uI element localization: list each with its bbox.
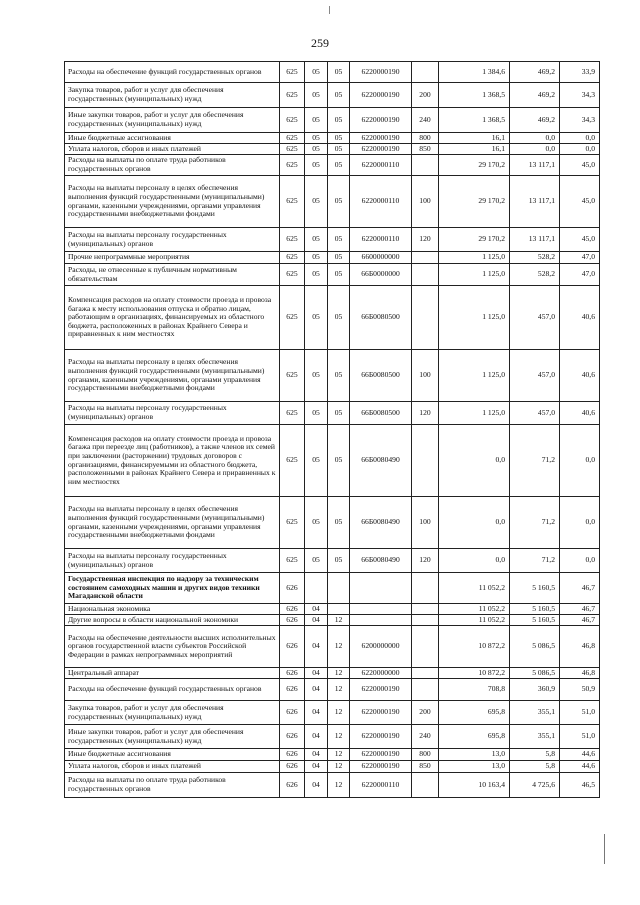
table-row xyxy=(65,549,600,573)
target-article-cell xyxy=(350,615,412,626)
table-row xyxy=(65,773,600,798)
plan-amount-cell: 1 125,0 xyxy=(439,264,510,286)
execution-percent-cell: 40,6 xyxy=(560,350,600,402)
row-name-cell: Другие вопросы в области национальной экономики xyxy=(65,615,280,626)
executed-amount-cell: 469,2 xyxy=(510,108,560,133)
executed-amount-cell: 13 117,1 xyxy=(510,176,560,228)
execution-percent-cell: 46,7 xyxy=(560,573,600,604)
expense-type-cell: 800 xyxy=(412,133,439,144)
table-row xyxy=(65,626,600,668)
section-code-cell: 05 xyxy=(305,264,328,286)
table-row xyxy=(65,264,600,286)
expense-type-cell: 120 xyxy=(412,402,439,425)
plan-amount-cell: 10 872,2 xyxy=(439,668,510,679)
subsection-code-cell: 05 xyxy=(328,549,350,573)
table-row xyxy=(65,725,600,749)
subsection-code-cell xyxy=(328,573,350,604)
section-code-cell: 05 xyxy=(305,228,328,252)
expense-type-cell: 200 xyxy=(412,83,439,108)
section-code-cell: 04 xyxy=(305,773,328,798)
target-article-cell: 6220000190 xyxy=(350,133,412,144)
row-name-cell: Национальная экономика xyxy=(65,604,280,615)
admin-code-cell: 625 xyxy=(280,228,305,252)
target-article-cell: 66Б0080490 xyxy=(350,497,412,549)
table-row xyxy=(65,144,600,155)
admin-code-cell: 625 xyxy=(280,176,305,228)
executed-amount-cell: 13 117,1 xyxy=(510,155,560,176)
admin-code-cell: 626 xyxy=(280,773,305,798)
table-row xyxy=(65,604,600,615)
execution-percent-cell: 45,0 xyxy=(560,155,600,176)
section-code-cell: 05 xyxy=(305,497,328,549)
admin-code-cell: 625 xyxy=(280,549,305,573)
expense-type-cell xyxy=(412,62,439,83)
section-code-cell: 04 xyxy=(305,668,328,679)
target-article-cell xyxy=(350,573,412,604)
execution-percent-cell: 45,0 xyxy=(560,228,600,252)
plan-amount-cell: 16,1 xyxy=(439,144,510,155)
subsection-code-cell: 12 xyxy=(328,615,350,626)
expense-type-cell xyxy=(412,155,439,176)
section-code-cell: 04 xyxy=(305,725,328,749)
subsection-code-cell: 12 xyxy=(328,701,350,725)
expense-type-cell xyxy=(412,425,439,497)
target-article-cell: 66Б0080490 xyxy=(350,425,412,497)
admin-code-cell: 625 xyxy=(280,108,305,133)
target-article-cell: 6220000000 xyxy=(350,668,412,679)
target-article-cell: 66Б0080490 xyxy=(350,549,412,573)
execution-percent-cell: 50,9 xyxy=(560,679,600,701)
row-name-cell: Уплата налогов, сборов и иных платежей xyxy=(65,761,280,773)
row-name-cell: Уплата налогов, сборов и иных платежей xyxy=(65,144,280,155)
row-name-cell: Компенсация расходов на оплату стоимости проезда и провоза багажа к месту использования отпуска и обратно лицам, работающим в организациях, финансируемых из областного бюджета, расположенных в районах Крайнего Севера и приравненных к ним местностях xyxy=(65,286,280,350)
section-code-cell: 05 xyxy=(305,176,328,228)
execution-percent-cell: 47,0 xyxy=(560,252,600,264)
plan-amount-cell: 11 052,2 xyxy=(439,604,510,615)
table-row xyxy=(65,286,600,350)
subsection-code-cell: 05 xyxy=(328,176,350,228)
subsection-code-cell: 12 xyxy=(328,761,350,773)
section-code-cell: 04 xyxy=(305,701,328,725)
plan-amount-cell: 10 872,2 xyxy=(439,626,510,668)
row-name-cell: Расходы на выплаты персоналу в целях обеспечения выполнения функций государственными (муниципальными) органами, казенными учреждениями, органами управления государственными внебюджетными фондами xyxy=(65,350,280,402)
target-article-cell: 6220000110 xyxy=(350,176,412,228)
table-row xyxy=(65,679,600,701)
admin-code-cell: 625 xyxy=(280,133,305,144)
execution-percent-cell: 46,5 xyxy=(560,773,600,798)
plan-amount-cell: 695,8 xyxy=(439,701,510,725)
expense-type-cell: 100 xyxy=(412,350,439,402)
section-code-cell: 04 xyxy=(305,761,328,773)
subsection-code-cell: 12 xyxy=(328,773,350,798)
row-name-cell: Иные бюджетные ассигнования xyxy=(65,749,280,761)
target-article-cell: 6220000110 xyxy=(350,155,412,176)
executed-amount-cell: 469,2 xyxy=(510,83,560,108)
executed-amount-cell: 0,0 xyxy=(510,133,560,144)
section-code-cell: 04 xyxy=(305,679,328,701)
admin-code-cell: 625 xyxy=(280,252,305,264)
table-body xyxy=(65,62,600,798)
execution-percent-cell: 0,0 xyxy=(560,144,600,155)
executed-amount-cell: 457,0 xyxy=(510,286,560,350)
row-name-cell: Закупка товаров, работ и услуг для обеспечения государственных (муниципальных) нужд xyxy=(65,83,280,108)
execution-percent-cell: 47,0 xyxy=(560,264,600,286)
executed-amount-cell: 355,1 xyxy=(510,701,560,725)
execution-percent-cell: 44,6 xyxy=(560,749,600,761)
plan-amount-cell: 1 125,0 xyxy=(439,252,510,264)
executed-amount-cell: 71,2 xyxy=(510,497,560,549)
row-name-cell: Государственная инспекция по надзору за техническим состоянием самоходных машин и других видов техники Магаданской области xyxy=(65,573,280,604)
subsection-code-cell: 05 xyxy=(328,155,350,176)
admin-code-cell: 625 xyxy=(280,144,305,155)
target-article-cell: 6200000000 xyxy=(350,626,412,668)
plan-amount-cell: 11 052,2 xyxy=(439,573,510,604)
executed-amount-cell: 71,2 xyxy=(510,549,560,573)
plan-amount-cell: 0,0 xyxy=(439,549,510,573)
section-code-cell: 05 xyxy=(305,350,328,402)
executed-amount-cell: 5 160,5 xyxy=(510,573,560,604)
expense-type-cell: 800 xyxy=(412,749,439,761)
plan-amount-cell: 29 170,2 xyxy=(439,228,510,252)
expense-type-cell xyxy=(412,626,439,668)
admin-code-cell: 626 xyxy=(280,701,305,725)
expense-type-cell: 200 xyxy=(412,701,439,725)
subsection-code-cell: 12 xyxy=(328,749,350,761)
row-name-cell: Расходы на выплаты персоналу государственных (муниципальных) органов xyxy=(65,228,280,252)
execution-percent-cell: 33,9 xyxy=(560,62,600,83)
expense-type-cell: 120 xyxy=(412,228,439,252)
execution-percent-cell: 40,6 xyxy=(560,286,600,350)
admin-code-cell: 625 xyxy=(280,425,305,497)
section-code-cell: 05 xyxy=(305,402,328,425)
admin-code-cell: 626 xyxy=(280,668,305,679)
target-article-cell: 6220000190 xyxy=(350,144,412,155)
row-name-cell: Расходы на обеспечение функций государственных органов xyxy=(65,679,280,701)
row-name-cell: Расходы на выплаты по оплате труда работников государственных органов xyxy=(65,773,280,798)
subsection-code-cell: 05 xyxy=(328,252,350,264)
section-code-cell: 05 xyxy=(305,252,328,264)
row-name-cell: Иные закупки товаров, работ и услуг для обеспечения государственных (муниципальных) нужд xyxy=(65,725,280,749)
subsection-code-cell: 05 xyxy=(328,62,350,83)
executed-amount-cell: 5,8 xyxy=(510,749,560,761)
execution-percent-cell: 40,6 xyxy=(560,402,600,425)
target-article-cell: 6220000190 xyxy=(350,725,412,749)
plan-amount-cell: 1 125,0 xyxy=(439,402,510,425)
plan-amount-cell: 13,0 xyxy=(439,749,510,761)
subsection-code-cell: 05 xyxy=(328,108,350,133)
subsection-code-cell: 12 xyxy=(328,679,350,701)
execution-percent-cell: 0,0 xyxy=(560,133,600,144)
target-article-cell: 6220000190 xyxy=(350,83,412,108)
admin-code-cell: 626 xyxy=(280,749,305,761)
subsection-code-cell: 05 xyxy=(328,228,350,252)
target-article-cell: 6220000190 xyxy=(350,679,412,701)
target-article-cell: 6220000190 xyxy=(350,62,412,83)
plan-amount-cell: 29 170,2 xyxy=(439,155,510,176)
executed-amount-cell: 528,2 xyxy=(510,252,560,264)
execution-percent-cell: 51,0 xyxy=(560,701,600,725)
plan-amount-cell: 16,1 xyxy=(439,133,510,144)
admin-code-cell: 626 xyxy=(280,761,305,773)
margin-line xyxy=(604,834,605,864)
table-row xyxy=(65,252,600,264)
subsection-code-cell: 12 xyxy=(328,626,350,668)
executed-amount-cell: 13 117,1 xyxy=(510,228,560,252)
section-code-cell xyxy=(305,573,328,604)
table-row xyxy=(65,83,600,108)
plan-amount-cell: 10 163,4 xyxy=(439,773,510,798)
section-code-cell: 05 xyxy=(305,83,328,108)
target-article-cell: 66Б0080500 xyxy=(350,402,412,425)
subsection-code-cell: 05 xyxy=(328,264,350,286)
plan-amount-cell: 1 368,5 xyxy=(439,108,510,133)
section-code-cell: 04 xyxy=(305,604,328,615)
table-row xyxy=(65,425,600,497)
executed-amount-cell: 528,2 xyxy=(510,264,560,286)
table-row xyxy=(65,668,600,679)
section-code-cell: 05 xyxy=(305,549,328,573)
subsection-code-cell: 05 xyxy=(328,497,350,549)
table-row xyxy=(65,228,600,252)
admin-code-cell: 626 xyxy=(280,679,305,701)
admin-code-cell: 626 xyxy=(280,626,305,668)
target-article-cell xyxy=(350,604,412,615)
row-name-cell: Расходы на выплаты персоналу государственных (муниципальных) органов xyxy=(65,549,280,573)
expense-type-cell: 120 xyxy=(412,549,439,573)
admin-code-cell: 625 xyxy=(280,402,305,425)
section-code-cell: 04 xyxy=(305,626,328,668)
admin-code-cell: 625 xyxy=(280,350,305,402)
row-name-cell: Центральный аппарат xyxy=(65,668,280,679)
row-name-cell: Расходы на выплаты персоналу в целях обеспечения выполнения функций государственными (муниципальными) органами, казенными учреждениями, органами управления государственными внебюджетными фондами xyxy=(65,497,280,549)
expense-type-cell: 240 xyxy=(412,725,439,749)
executed-amount-cell: 71,2 xyxy=(510,425,560,497)
subsection-code-cell: 05 xyxy=(328,133,350,144)
executed-amount-cell: 457,0 xyxy=(510,350,560,402)
subsection-code-cell: 05 xyxy=(328,350,350,402)
admin-code-cell: 625 xyxy=(280,62,305,83)
executed-amount-cell: 5,8 xyxy=(510,761,560,773)
table-row xyxy=(65,573,600,604)
section-code-cell: 04 xyxy=(305,615,328,626)
execution-percent-cell: 46,8 xyxy=(560,668,600,679)
execution-percent-cell: 34,3 xyxy=(560,83,600,108)
execution-percent-cell: 46,7 xyxy=(560,604,600,615)
target-article-cell: 6220000110 xyxy=(350,773,412,798)
admin-code-cell: 625 xyxy=(280,155,305,176)
plan-amount-cell: 29 170,2 xyxy=(439,176,510,228)
budget-table xyxy=(64,61,600,798)
expense-type-cell: 240 xyxy=(412,108,439,133)
row-name-cell: Расходы на выплаты по оплате труда работников государственных органов xyxy=(65,155,280,176)
executed-amount-cell: 355,1 xyxy=(510,725,560,749)
subsection-code-cell: 05 xyxy=(328,144,350,155)
executed-amount-cell: 4 725,6 xyxy=(510,773,560,798)
subsection-code-cell: 12 xyxy=(328,668,350,679)
executed-amount-cell: 5 160,5 xyxy=(510,604,560,615)
expense-type-cell xyxy=(412,773,439,798)
section-code-cell: 04 xyxy=(305,749,328,761)
plan-amount-cell: 1 125,0 xyxy=(439,286,510,350)
expense-type-cell: 850 xyxy=(412,761,439,773)
plan-amount-cell: 0,0 xyxy=(439,497,510,549)
admin-code-cell: 626 xyxy=(280,573,305,604)
executed-amount-cell: 469,2 xyxy=(510,62,560,83)
expense-type-cell xyxy=(412,573,439,604)
execution-percent-cell: 34,3 xyxy=(560,108,600,133)
subsection-code-cell: 05 xyxy=(328,425,350,497)
executed-amount-cell: 0,0 xyxy=(510,144,560,155)
executed-amount-cell: 457,0 xyxy=(510,402,560,425)
section-code-cell: 05 xyxy=(305,155,328,176)
executed-amount-cell: 360,9 xyxy=(510,679,560,701)
plan-amount-cell: 695,8 xyxy=(439,725,510,749)
execution-percent-cell: 0,0 xyxy=(560,549,600,573)
expense-type-cell xyxy=(412,604,439,615)
plan-amount-cell: 1 384,6 xyxy=(439,62,510,83)
execution-percent-cell: 0,0 xyxy=(560,425,600,497)
plan-amount-cell: 13,0 xyxy=(439,761,510,773)
row-name-cell: Расходы на выплаты персоналу государственных (муниципальных) органов xyxy=(65,402,280,425)
expense-type-cell xyxy=(412,615,439,626)
subsection-code-cell: 05 xyxy=(328,286,350,350)
subsection-code-cell: 05 xyxy=(328,83,350,108)
subsection-code-cell: 05 xyxy=(328,402,350,425)
row-name-cell: Иные бюджетные ассигнования xyxy=(65,133,280,144)
row-name-cell: Расходы на выплаты персоналу в целях обеспечения выполнения функций государственными (муниципальными) органами, казенными учреждениями, органами управления государственными внебюджетными фондами xyxy=(65,176,280,228)
plan-amount-cell: 708,8 xyxy=(439,679,510,701)
target-article-cell: 6220000190 xyxy=(350,761,412,773)
execution-percent-cell: 0,0 xyxy=(560,497,600,549)
row-name-cell: Расходы на обеспечение функций государственных органов xyxy=(65,62,280,83)
table-row xyxy=(65,749,600,761)
expense-type-cell: 850 xyxy=(412,144,439,155)
admin-code-cell: 625 xyxy=(280,264,305,286)
execution-percent-cell: 46,8 xyxy=(560,626,600,668)
plan-amount-cell: 1 125,0 xyxy=(439,350,510,402)
execution-percent-cell: 46,7 xyxy=(560,615,600,626)
expense-type-cell xyxy=(412,668,439,679)
plan-amount-cell: 11 052,2 xyxy=(439,615,510,626)
plan-amount-cell: 0,0 xyxy=(439,425,510,497)
row-name-cell: Иные закупки товаров, работ и услуг для обеспечения государственных (муниципальных) нужд xyxy=(65,108,280,133)
row-name-cell: Компенсация расходов на оплату стоимости проезда и провоза багажа при переезде лиц (работников), а также членов их семей при заключении (расторжении) трудовых договоров с организациями, финансируемыми из областного бюджета, расположенными в районах Крайнего Севера и приравненных к ним местностях xyxy=(65,425,280,497)
table-row xyxy=(65,155,600,176)
expense-type-cell xyxy=(412,252,439,264)
admin-code-cell: 625 xyxy=(280,497,305,549)
target-article-cell: 66Б0080500 xyxy=(350,350,412,402)
admin-code-cell: 626 xyxy=(280,604,305,615)
section-code-cell: 05 xyxy=(305,425,328,497)
admin-code-cell: 626 xyxy=(280,615,305,626)
table-row xyxy=(65,108,600,133)
table-row xyxy=(65,62,600,83)
section-code-cell: 05 xyxy=(305,62,328,83)
target-article-cell: 6600000000 xyxy=(350,252,412,264)
target-article-cell: 6220000190 xyxy=(350,108,412,133)
expense-type-cell: 100 xyxy=(412,176,439,228)
plan-amount-cell: 1 368,5 xyxy=(439,83,510,108)
row-name-cell: Расходы на обеспечение деятельности высших исполнительных органов государственной власти субъектов Российской Федерации в рамках непрограммных мероприятий xyxy=(65,626,280,668)
admin-code-cell: 625 xyxy=(280,286,305,350)
expense-type-cell: 100 xyxy=(412,497,439,549)
expense-type-cell xyxy=(412,679,439,701)
execution-percent-cell: 44,6 xyxy=(560,761,600,773)
scan-mark xyxy=(329,6,330,14)
executed-amount-cell: 5 086,5 xyxy=(510,668,560,679)
target-article-cell: 6220000190 xyxy=(350,701,412,725)
target-article-cell: 66Б0000000 xyxy=(350,264,412,286)
section-code-cell: 05 xyxy=(305,144,328,155)
table-row xyxy=(65,497,600,549)
expense-type-cell xyxy=(412,286,439,350)
target-article-cell: 6220000110 xyxy=(350,228,412,252)
table-row xyxy=(65,350,600,402)
subsection-code-cell xyxy=(328,604,350,615)
execution-percent-cell: 45,0 xyxy=(560,176,600,228)
section-code-cell: 05 xyxy=(305,286,328,350)
admin-code-cell: 626 xyxy=(280,725,305,749)
section-code-cell: 05 xyxy=(305,133,328,144)
table-row xyxy=(65,402,600,425)
row-name-cell: Прочие непрограммные мероприятия xyxy=(65,252,280,264)
execution-percent-cell: 51,0 xyxy=(560,725,600,749)
table-row xyxy=(65,761,600,773)
target-article-cell: 66Б0080500 xyxy=(350,286,412,350)
row-name-cell: Расходы, не отнесенные к публичным нормативным обязательствам xyxy=(65,264,280,286)
expense-type-cell xyxy=(412,264,439,286)
section-code-cell: 05 xyxy=(305,108,328,133)
table-row xyxy=(65,133,600,144)
subsection-code-cell: 12 xyxy=(328,725,350,749)
executed-amount-cell: 5 160,5 xyxy=(510,615,560,626)
table-row xyxy=(65,615,600,626)
row-name-cell: Закупка товаров, работ и услуг для обеспечения государственных (муниципальных) нужд xyxy=(65,701,280,725)
table-row xyxy=(65,176,600,228)
table-row xyxy=(65,701,600,725)
executed-amount-cell: 5 086,5 xyxy=(510,626,560,668)
page-number: 259 xyxy=(311,36,329,50)
target-article-cell: 6220000190 xyxy=(350,749,412,761)
admin-code-cell: 625 xyxy=(280,83,305,108)
